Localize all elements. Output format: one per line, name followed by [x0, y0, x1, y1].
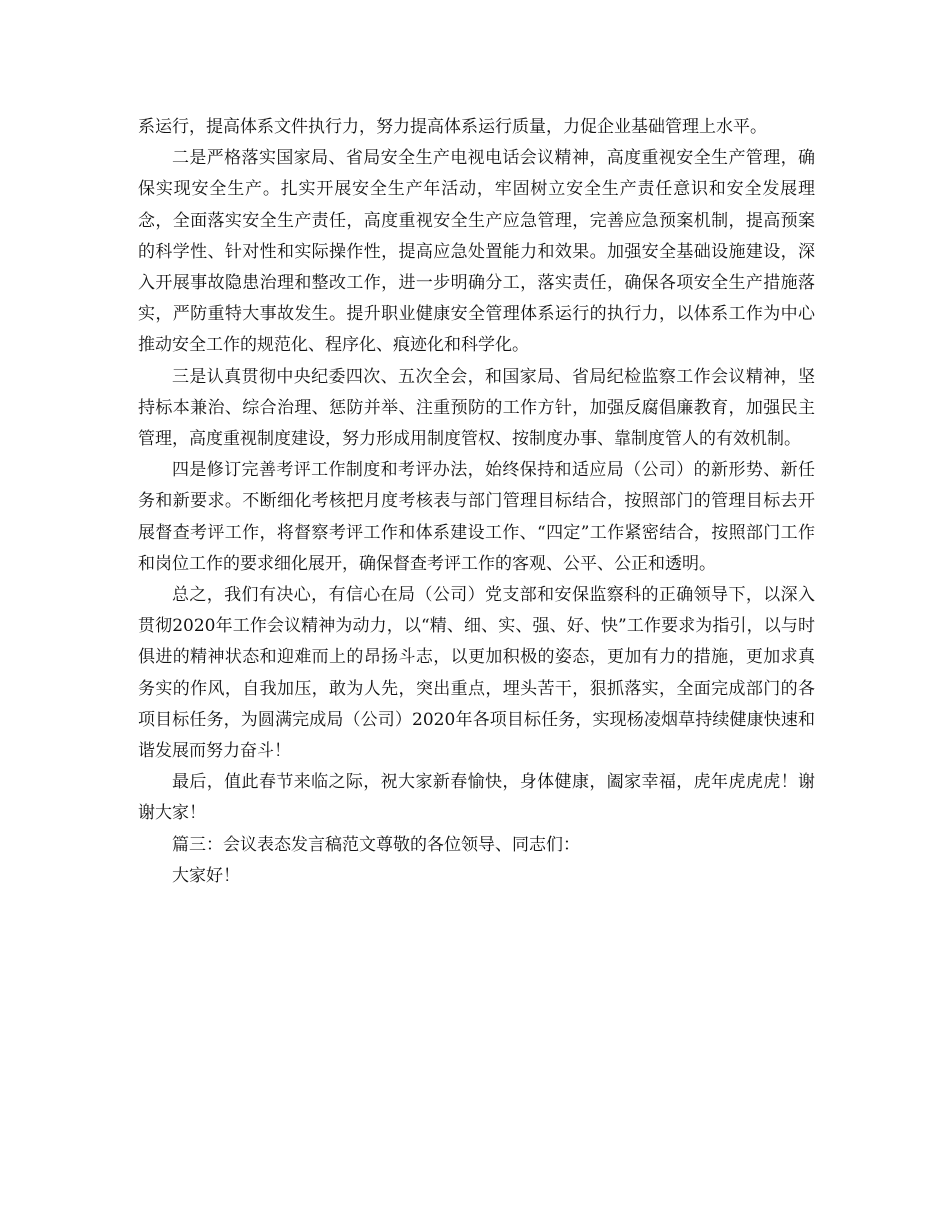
paragraph-section-three-heading: 篇三：会议表态发言稿范文尊敬的各位领导、同志们： — [172, 834, 580, 855]
paragraph-closing-wishes: 最后，值此春节来临之际，祝大家新春愉快，身体健康，阖家幸福，虎年虎虎虎！谢谢大家！ — [138, 772, 815, 824]
paragraph-evaluation-system: 四是修订完善考评工作制度和考评办法，始终保持和适应局（公司）的新形势、新任务和新要求。不断细化考核把月度考核表与部门管理目标结合，按照部门的管理目标去开展督查考评工作，将督察考评工作和体系建设工作、“四定”工作紧密结合，按照部门工作和岗位工作的要求细化展开，确保督查考评工作的客观、公平、公正和透明。 — [138, 460, 815, 574]
paragraph-continuation: 系运行，提高体系文件执行力，努力提高体系运行质量，力促企业基础管理上水平。 — [138, 117, 767, 137]
paragraph-summary: 总之，我们有决心，有信心在局（公司）党支部和安保监察科的正确领导下，以深入贯彻2020年工作会议精神为动力，以“精、细、实、强、好、快”工作要求为指引，以与时俱进的精神状态和迎难而上的昂扬斗志，以更加积极的姿态，更加有力的措施，更加求真务实的作风，自我加压，敢为人先，突出重点，埋头苦干，狠抓落实，全面完成部门的各项目标任务，为圆满完成局（公司）2020年各项目标任务，实现杨凌烟草持续健康快速和谐发展而努力奋斗！ — [138, 585, 815, 762]
paragraph-discipline-inspection: 三是认真贯彻中央纪委四次、五次全会，和国家局、省局纪检监察工作会议精神，坚持标本兼治、综合治理、惩防并举、注重预防的工作方针，加强反腐倡廉教育，加强民主管理，高度重视制度建设，努力形成用制度管权、按制度办事、靠制度管人的有效机制。 — [138, 366, 815, 450]
paragraph-safety-production: 二是严格落实国家局、省局安全生产电视电话会议精神，高度重视安全生产管理，确保实现安全生产。扎实开展安全生产年活动，牢固树立安全生产责任意识和安全发展理念，全面落实安全生产责任，高度重视安全生产应急管理，完善应急预案机制，提高预案的科学性、针对性和实际操作性，提高应急处置能力和效果。加强安全基础设施建设，深入开展事故隐患治理和整改工作，进一步明确分工，落实责任，确保各项安全生产措施落实，严防重特大事故发生。提升职业健康安全管理体系运行的执行力，以体系工作为中心推动安全工作的规范化、程序化、痕迹化和科学化。 — [138, 148, 815, 356]
paragraph-greeting: 大家好！ — [172, 865, 240, 886]
